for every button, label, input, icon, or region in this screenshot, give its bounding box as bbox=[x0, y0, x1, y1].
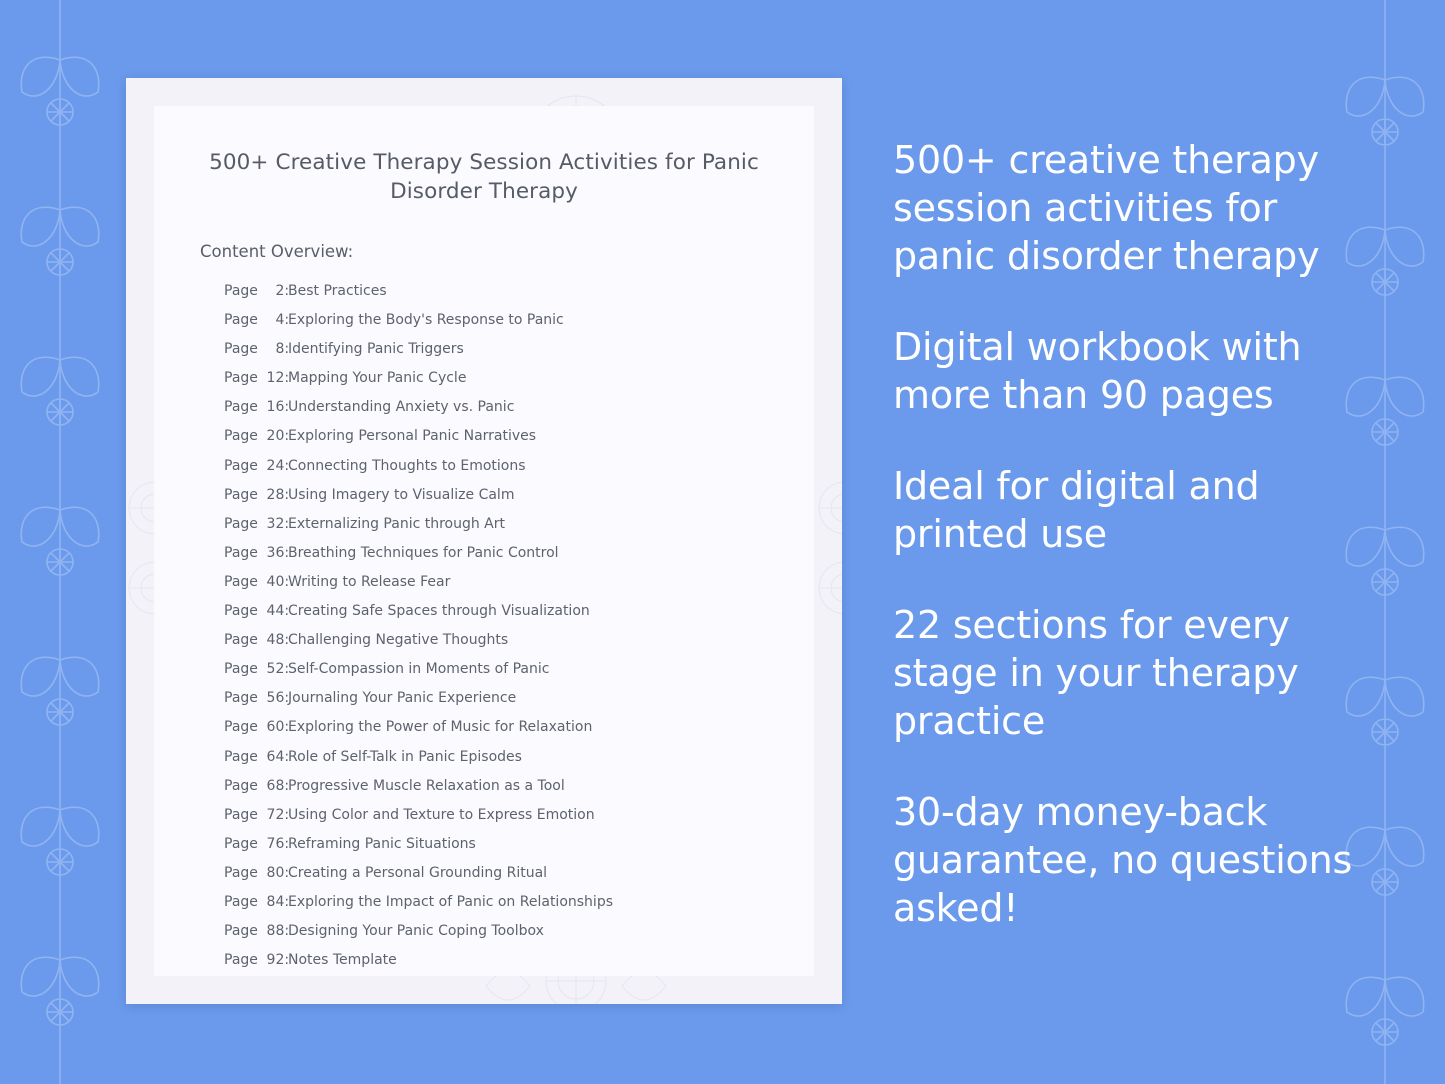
mandala-watermark-right-icon bbox=[810, 458, 842, 638]
toc-entry-title: Reframing Panic Situations bbox=[288, 835, 476, 852]
toc-page-number: Page 84: bbox=[224, 893, 290, 910]
toc-page-number: Page 40: bbox=[224, 573, 290, 590]
toc-page-number: Page 92: bbox=[224, 952, 290, 969]
toc-entry-title: Creating a Personal Grounding Ritual bbox=[288, 864, 548, 881]
toc-entry bbox=[224, 946, 814, 975]
toc-entry bbox=[224, 743, 814, 772]
toc-entry bbox=[224, 452, 814, 481]
toc-entry-title: Writing to Release Fear bbox=[288, 573, 451, 590]
toc-page-number: Page 64: bbox=[224, 748, 290, 765]
toc-page-number: Page 12: bbox=[224, 370, 290, 387]
sales-point: 500+ creative therapy session activities for panic disorder therapy bbox=[893, 138, 1320, 278]
toc-entry-title: Using Imagery to Visualize Calm bbox=[288, 486, 515, 503]
toc-page-number: Page 36: bbox=[224, 544, 290, 561]
toc-page-number: Page 44: bbox=[224, 603, 290, 620]
toc-entry bbox=[224, 830, 814, 859]
toc-entry-title: Notes Template bbox=[288, 952, 397, 969]
sales-point: Ideal for digital and printed use bbox=[893, 464, 1260, 556]
toc-page-number: Page 48: bbox=[224, 632, 290, 649]
toc-entry bbox=[224, 306, 814, 335]
toc-page-number: Page 32: bbox=[224, 515, 290, 532]
toc-entry-title: Designing Your Panic Coping Toolbox bbox=[288, 923, 544, 940]
toc-entry bbox=[224, 772, 814, 801]
content-overview-label: Content Overview: bbox=[200, 242, 354, 261]
toc-page-number: Page 8: bbox=[224, 341, 290, 358]
toc-page-number: Page 20: bbox=[224, 428, 290, 445]
toc-entry bbox=[224, 510, 814, 539]
toc-entry bbox=[224, 626, 814, 655]
toc-entry bbox=[224, 917, 814, 946]
toc-page-number: Page 56: bbox=[224, 690, 290, 707]
document-page bbox=[154, 106, 814, 976]
toc-entry-title: Understanding Anxiety vs. Panic bbox=[288, 399, 515, 416]
toc-page-number: Page 2: bbox=[224, 283, 290, 299]
toc-page-number: Page 28: bbox=[224, 486, 290, 503]
toc-page-number: Page 52: bbox=[224, 661, 290, 678]
toc-entry bbox=[224, 655, 814, 684]
toc-page-number: Page 4: bbox=[224, 312, 290, 329]
toc-page-number: Page 80: bbox=[224, 864, 290, 881]
toc-entry-title: Exploring the Body's Response to Panic bbox=[288, 312, 564, 329]
toc-entry-title: Role of Self-Talk in Panic Episodes bbox=[288, 748, 522, 765]
toc-entry-title: Externalizing Panic through Art bbox=[288, 515, 506, 532]
toc-entry-title: Breathing Techniques for Panic Control bbox=[288, 544, 559, 561]
toc-entry-title: Mapping Your Panic Cycle bbox=[288, 370, 467, 387]
toc-entry-title: Journaling Your Panic Experience bbox=[288, 690, 517, 707]
toc-entry bbox=[224, 364, 814, 393]
toc-entry bbox=[224, 859, 814, 888]
sales-point: 30-day money-back guarantee, no questions asked! bbox=[893, 790, 1353, 930]
toc-page-number: Page 60: bbox=[224, 719, 290, 736]
toc-entry bbox=[224, 393, 814, 422]
toc-entry-title: Connecting Thoughts to Emotions bbox=[288, 457, 526, 474]
toc-page-number: Page 68: bbox=[224, 777, 290, 794]
toc-entry-title: Self-Compassion in Moments of Panic bbox=[288, 661, 550, 678]
toc-entry bbox=[224, 539, 814, 568]
toc-entry bbox=[224, 277, 814, 306]
toc-page-number: Page 72: bbox=[224, 806, 290, 823]
document-title: 500+ Creative Therapy Session Activities for Panic Disorder Therapy bbox=[209, 150, 759, 204]
toc-entry-title: Creating Safe Spaces through Visualization bbox=[288, 603, 590, 620]
floral-border-left-icon bbox=[0, 0, 120, 1084]
sales-points bbox=[893, 136, 1363, 975]
toc-entry-title: Challenging Negative Thoughts bbox=[288, 632, 509, 649]
toc-entry bbox=[224, 422, 814, 451]
toc-entry bbox=[224, 335, 814, 364]
toc-page-number: Page 76: bbox=[224, 835, 290, 852]
toc-entry-title: Progressive Muscle Relaxation as a Tool bbox=[288, 777, 565, 794]
toc-entry-title: Best Practices bbox=[288, 283, 387, 299]
toc-page-number: Page 16: bbox=[224, 399, 290, 416]
toc-entry-title: Exploring the Power of Music for Relaxation bbox=[288, 719, 593, 736]
toc-entry-title: Exploring Personal Panic Narratives bbox=[288, 428, 537, 445]
toc-entry bbox=[224, 888, 814, 917]
toc-entry bbox=[224, 713, 814, 742]
toc-entry bbox=[224, 684, 814, 713]
table-of-contents bbox=[224, 277, 814, 975]
toc-entry bbox=[224, 568, 814, 597]
toc-entry-title: Identifying Panic Triggers bbox=[288, 341, 464, 358]
toc-entry bbox=[224, 801, 814, 830]
toc-page-number: Page 88: bbox=[224, 923, 290, 940]
toc-entry-title: Using Color and Texture to Express Emotion bbox=[288, 806, 595, 823]
toc-entry bbox=[224, 597, 814, 626]
document-preview-card bbox=[126, 78, 842, 1004]
sales-point: 22 sections for every stage in your therapy practice bbox=[893, 603, 1299, 743]
sales-point: Digital workbook with more than 90 pages bbox=[893, 325, 1302, 417]
toc-entry bbox=[224, 481, 814, 510]
toc-entry-title: Exploring the Impact of Panic on Relationships bbox=[288, 893, 613, 910]
toc-page-number: Page 24: bbox=[224, 457, 290, 474]
